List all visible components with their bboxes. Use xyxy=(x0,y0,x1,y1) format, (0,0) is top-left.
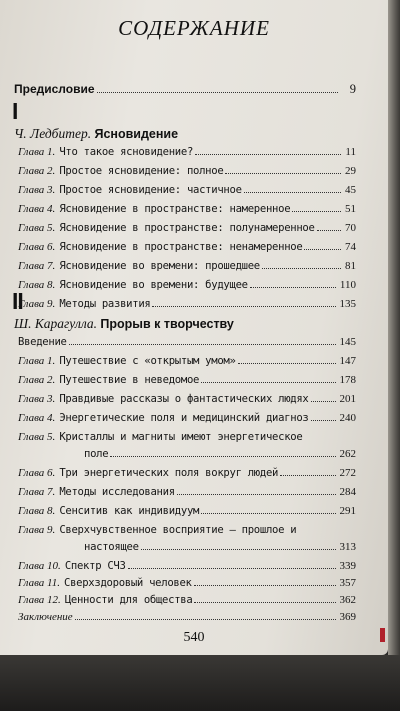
toc-entry xyxy=(18,241,356,253)
toc-entry xyxy=(18,486,356,498)
toc-entry xyxy=(18,467,356,479)
chapter-title: Сверхчувственное восприятие — прошлое и xyxy=(59,524,297,536)
part-author: Ч. Ледбитер. xyxy=(14,126,92,141)
toc-entry xyxy=(18,611,356,623)
toc-entry xyxy=(18,560,356,572)
chapter-label: Глава 1. xyxy=(18,146,56,158)
chapter-title: Кристаллы и магниты имеют энергетическое xyxy=(59,431,303,443)
toc-entry xyxy=(18,203,356,215)
chapter-label: Глава 3. xyxy=(18,393,56,405)
toc-entry xyxy=(18,505,356,517)
leader-dots xyxy=(262,268,341,269)
preface-label: Предисловие xyxy=(14,82,95,96)
chapter-title: Методы развития xyxy=(59,298,151,310)
chapter-page: 291 xyxy=(339,505,356,517)
chapter-label: Глава 10. xyxy=(18,560,61,572)
chapter-label: Глава 1. xyxy=(18,355,56,367)
chapter-page: 313 xyxy=(339,541,356,553)
chapter-title: поле xyxy=(84,448,109,460)
chapter-title: Ценности для общества xyxy=(64,594,193,606)
toc-entry xyxy=(18,524,356,536)
leader-dots xyxy=(311,401,336,402)
leader-dots xyxy=(225,173,341,174)
chapter-page: 135 xyxy=(339,298,356,310)
chapter-page: 262 xyxy=(339,448,356,460)
leader-dots xyxy=(244,192,341,193)
chapter-title: Три энергетических поля вокруг людей xyxy=(59,467,279,479)
part-book-title: Прорыв к творчеству xyxy=(100,317,234,331)
leader-dots xyxy=(292,211,341,212)
toc-entry xyxy=(18,165,356,177)
chapter-page: 272 xyxy=(339,467,356,479)
chapter-label: Глава 7. xyxy=(18,260,56,272)
chapter-label: Глава 5. xyxy=(18,222,56,234)
toc-entry xyxy=(18,260,356,272)
chapter-title: настоящее xyxy=(84,541,139,553)
chapter-label: Глава 2. xyxy=(18,374,56,386)
chapter-page: 45 xyxy=(345,184,356,196)
toc-entry xyxy=(18,577,356,589)
chapter-label: Глава 2. xyxy=(18,165,56,177)
part-author: Ш. Карагулла. xyxy=(14,316,98,331)
leader-dots xyxy=(141,549,336,550)
leader-dots xyxy=(238,363,336,364)
chapter-label: Глава 12. xyxy=(18,594,61,606)
toc-entry xyxy=(18,393,356,405)
chapter-page: 51 xyxy=(345,203,356,215)
chapter-title: Методы исследования xyxy=(59,486,175,498)
chapter-title: Спектр СЧЗ xyxy=(64,560,126,572)
chapter-page: 147 xyxy=(339,355,356,367)
chapter-page: 29 xyxy=(345,165,356,177)
chapter-title: Простое ясновидение: частичное xyxy=(59,184,242,196)
chapter-page: 81 xyxy=(345,260,356,272)
toc-entry xyxy=(18,336,356,348)
leader-dots xyxy=(128,568,336,569)
chapter-page: 74 xyxy=(345,241,356,253)
toc-entry-continuation xyxy=(84,448,356,460)
chapter-label: Глава 9. xyxy=(18,524,56,536)
chapter-page: 240 xyxy=(339,412,356,424)
chapter-label: Глава 9. xyxy=(18,298,56,310)
chapter-title: Заключение xyxy=(18,611,73,623)
chapter-page: 284 xyxy=(339,486,356,498)
toc-entry xyxy=(18,298,356,310)
chapter-title: Путешествие в неведомое xyxy=(59,374,200,386)
preface-page: 9 xyxy=(349,82,356,96)
toc-entry xyxy=(18,431,356,443)
chapter-title: Простое ясновидение: полное xyxy=(59,165,224,177)
chapter-title: Сверхздоровый человек xyxy=(64,577,192,589)
chapter-title: Ясновидение в пространстве: ненамеренное xyxy=(59,241,303,253)
chapter-title: Путешествие с «открытым умом» xyxy=(59,355,236,367)
leader-dots xyxy=(201,513,335,514)
leader-dots xyxy=(177,494,336,495)
leader-dots xyxy=(152,306,335,307)
chapter-label: Глава 8. xyxy=(18,279,56,291)
chapter-title: Что такое ясновидение? xyxy=(59,146,194,158)
table-surface xyxy=(0,655,400,711)
chapter-page: 362 xyxy=(339,594,356,606)
leader-dots xyxy=(75,619,336,620)
part-numeral-1: I xyxy=(12,98,18,124)
toc-entry xyxy=(18,222,356,234)
toc-entry xyxy=(18,594,356,606)
leader-dots xyxy=(194,602,335,603)
chapter-page: 11 xyxy=(345,146,356,158)
chapter-page: 339 xyxy=(339,560,356,572)
leader-dots xyxy=(195,154,341,155)
leader-dots xyxy=(194,585,336,586)
chapter-page: 70 xyxy=(345,222,356,234)
toc-entry xyxy=(18,279,356,291)
chapter-page: 110 xyxy=(339,279,356,291)
chapter-title: Сенситив как индивидуум xyxy=(59,505,200,517)
chapter-page: 357 xyxy=(339,577,356,589)
chapter-page: 145 xyxy=(339,336,356,348)
chapter-label: Глава 6. xyxy=(18,467,56,479)
leader-dots xyxy=(317,230,341,231)
chapter-title: Ясновидение в пространстве: намеренное xyxy=(59,203,291,215)
toc-entry xyxy=(18,412,356,424)
leader-dots xyxy=(97,92,338,93)
chapter-title: Ясновидение в пространстве: полунамеренное xyxy=(59,222,315,234)
chapter-page: 178 xyxy=(339,374,356,386)
toc-entry-continuation xyxy=(84,541,356,553)
leader-dots xyxy=(250,287,336,288)
chapter-title: Ясновидение во времени: прошедшее xyxy=(59,260,260,272)
chapter-title: Энергетические поля и медицинский диагноз xyxy=(59,412,309,424)
chapter-page: 369 xyxy=(339,611,356,623)
part-numeral-2: II xyxy=(12,288,23,314)
chapter-label: Глава 11. xyxy=(18,577,60,589)
leader-dots xyxy=(69,344,336,345)
toc-entry xyxy=(18,184,356,196)
part-heading-2 xyxy=(14,316,234,332)
leader-dots xyxy=(304,249,341,250)
leader-dots xyxy=(201,382,335,383)
leader-dots xyxy=(110,456,335,457)
chapter-title: Ясновидение во времени: будущее xyxy=(59,279,248,291)
toc-entry xyxy=(18,146,356,158)
chapter-page: 201 xyxy=(339,393,356,405)
preface-entry xyxy=(14,82,356,97)
chapter-title: Введение xyxy=(18,336,67,348)
part-book-title: Ясновидение xyxy=(94,127,179,141)
leader-dots xyxy=(280,475,335,476)
toc-entry xyxy=(18,374,356,386)
leader-dots xyxy=(311,420,336,421)
page-title: СОДЕРЖАНИЕ xyxy=(118,16,270,40)
chapter-label: Глава 4. xyxy=(18,412,56,424)
chapter-label: Глава 7. xyxy=(18,486,56,498)
chapter-label: Глава 5. xyxy=(18,431,56,443)
chapter-label: Глава 6. xyxy=(18,241,56,253)
chapter-label: Глава 4. xyxy=(18,203,56,215)
page-edge xyxy=(388,0,400,660)
chapter-label: Глава 8. xyxy=(18,505,56,517)
page-number: 540 xyxy=(183,630,205,645)
toc-entry xyxy=(18,355,356,367)
chapter-title: Правдивые рассказы о фантастических людях xyxy=(59,393,309,405)
chapter-label: Глава 3. xyxy=(18,184,56,196)
part-heading-1 xyxy=(14,126,178,142)
